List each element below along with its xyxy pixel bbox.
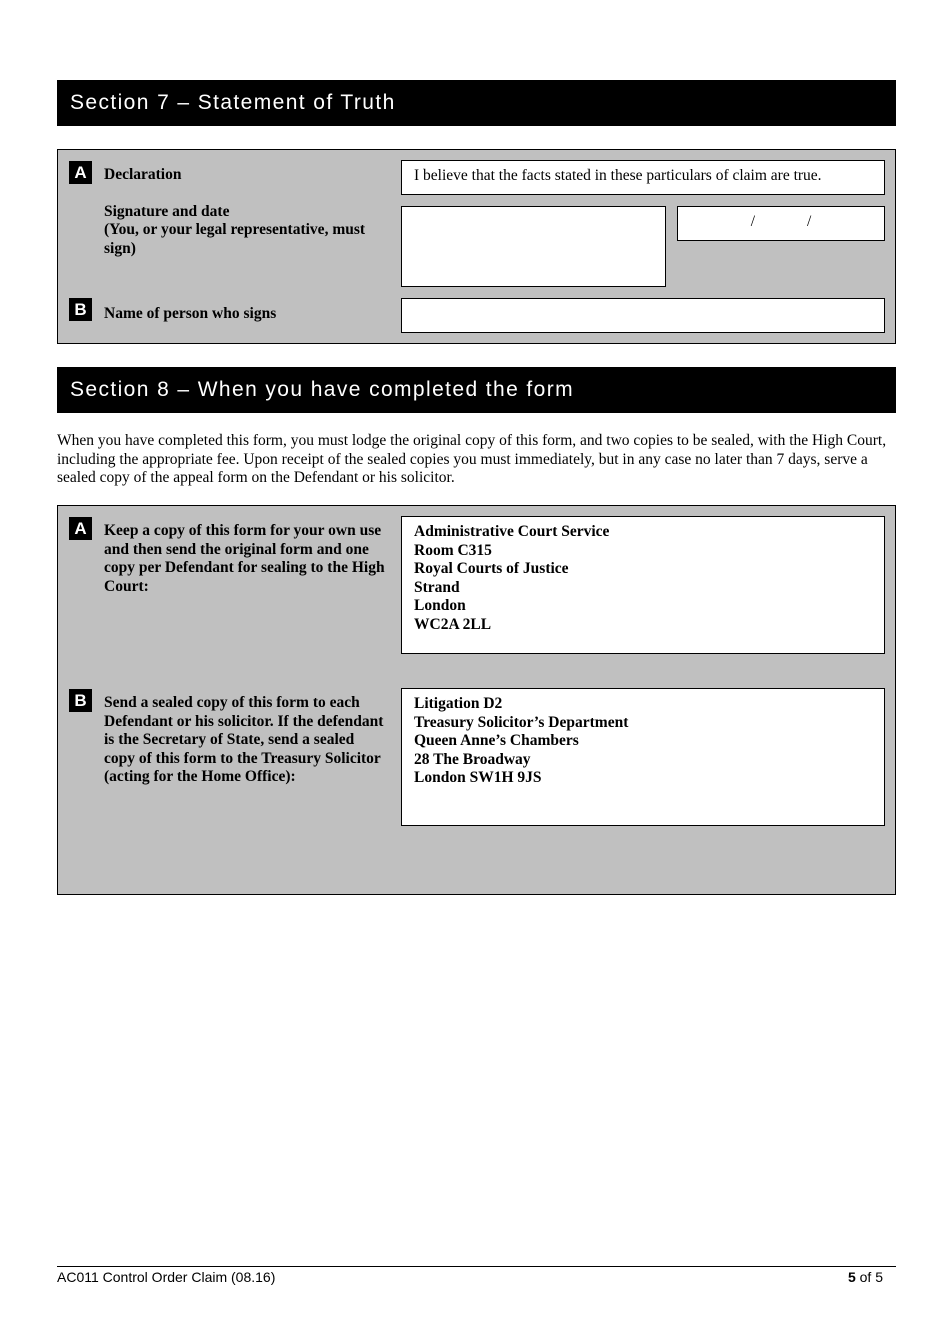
badge-8b: B	[69, 689, 92, 712]
badge-7b: B	[69, 298, 92, 321]
date-separator-2: /	[807, 213, 812, 230]
footer-rule	[57, 1266, 896, 1267]
address-b-line: 28 The Broadway	[414, 750, 531, 768]
declaration-box	[401, 160, 885, 195]
address-b-line: Queen Anne’s Chambers	[414, 732, 579, 749]
address-a	[402, 517, 884, 640]
address-b-line: Treasury Solicitor’s Department	[414, 713, 629, 731]
name-value	[402, 299, 884, 311]
declaration-label: Declaration	[104, 166, 182, 183]
address-a-line: Room C315	[414, 541, 492, 559]
page-current: 5	[847, 1269, 856, 1285]
page-number	[820, 1269, 883, 1285]
section-8-header	[57, 367, 896, 413]
address-box-b	[401, 688, 885, 826]
section-7-title: Section 7 – Statement of Truth	[70, 91, 396, 114]
address-b	[402, 689, 884, 794]
address-a-line: Royal Courts of Justice	[414, 560, 569, 577]
page-total: of 5	[859, 1269, 883, 1285]
signature-note: (You, or your legal representative, must sign)	[104, 221, 366, 257]
signature-label: Signature and date	[104, 203, 230, 220]
date-separators	[678, 207, 884, 231]
badge-7a: A	[69, 161, 92, 184]
signature-value	[402, 207, 665, 219]
badge-8a: A	[69, 517, 92, 540]
section-7-header	[57, 80, 896, 126]
name-label: Name of person who signs	[104, 305, 277, 322]
instruction-b: Send a sealed copy of this form to each Defendant or his solicitor. If the defendant is the Secretary of State, send a sealed copy of this form to the Treasury Solicitor (acting for the Home Office):	[104, 694, 384, 785]
address-b-line: London SW1H 9JS	[414, 769, 542, 786]
address-box-a	[401, 516, 885, 654]
name-field[interactable]	[401, 298, 885, 333]
signature-field[interactable]	[401, 206, 666, 287]
form-reference: AC011 Control Order Claim (08.16)	[57, 1269, 276, 1285]
address-a-line: London	[414, 597, 466, 614]
address-a-line: WC2A 2LL	[414, 615, 492, 633]
date-field[interactable]	[677, 206, 885, 241]
section-8-intro: When you have completed this form, you must lodge the original copy of this form, and two copies to be sealed, with the High Court, including the appropriate fee. Upon receipt of the sealed copies you must immediately, but in any case no later than 7 days, serve a sealed copy of the appeal form on the Defendant or his solicitor.	[57, 432, 887, 486]
date-separator-1: /	[750, 213, 755, 230]
declaration-text: I believe that the facts stated in these particulars of claim are true.	[414, 167, 822, 184]
section-8-title: Section 8 – When you have completed the form	[70, 378, 575, 401]
address-b-line: Litigation D2	[414, 695, 503, 712]
address-a-line: Administrative Court Service	[414, 523, 610, 540]
instruction-a: Keep a copy of this form for your own use and then send the original form and one copy per Defendant for sealing to the High Court:	[104, 522, 385, 595]
address-a-line: Strand	[414, 578, 460, 596]
